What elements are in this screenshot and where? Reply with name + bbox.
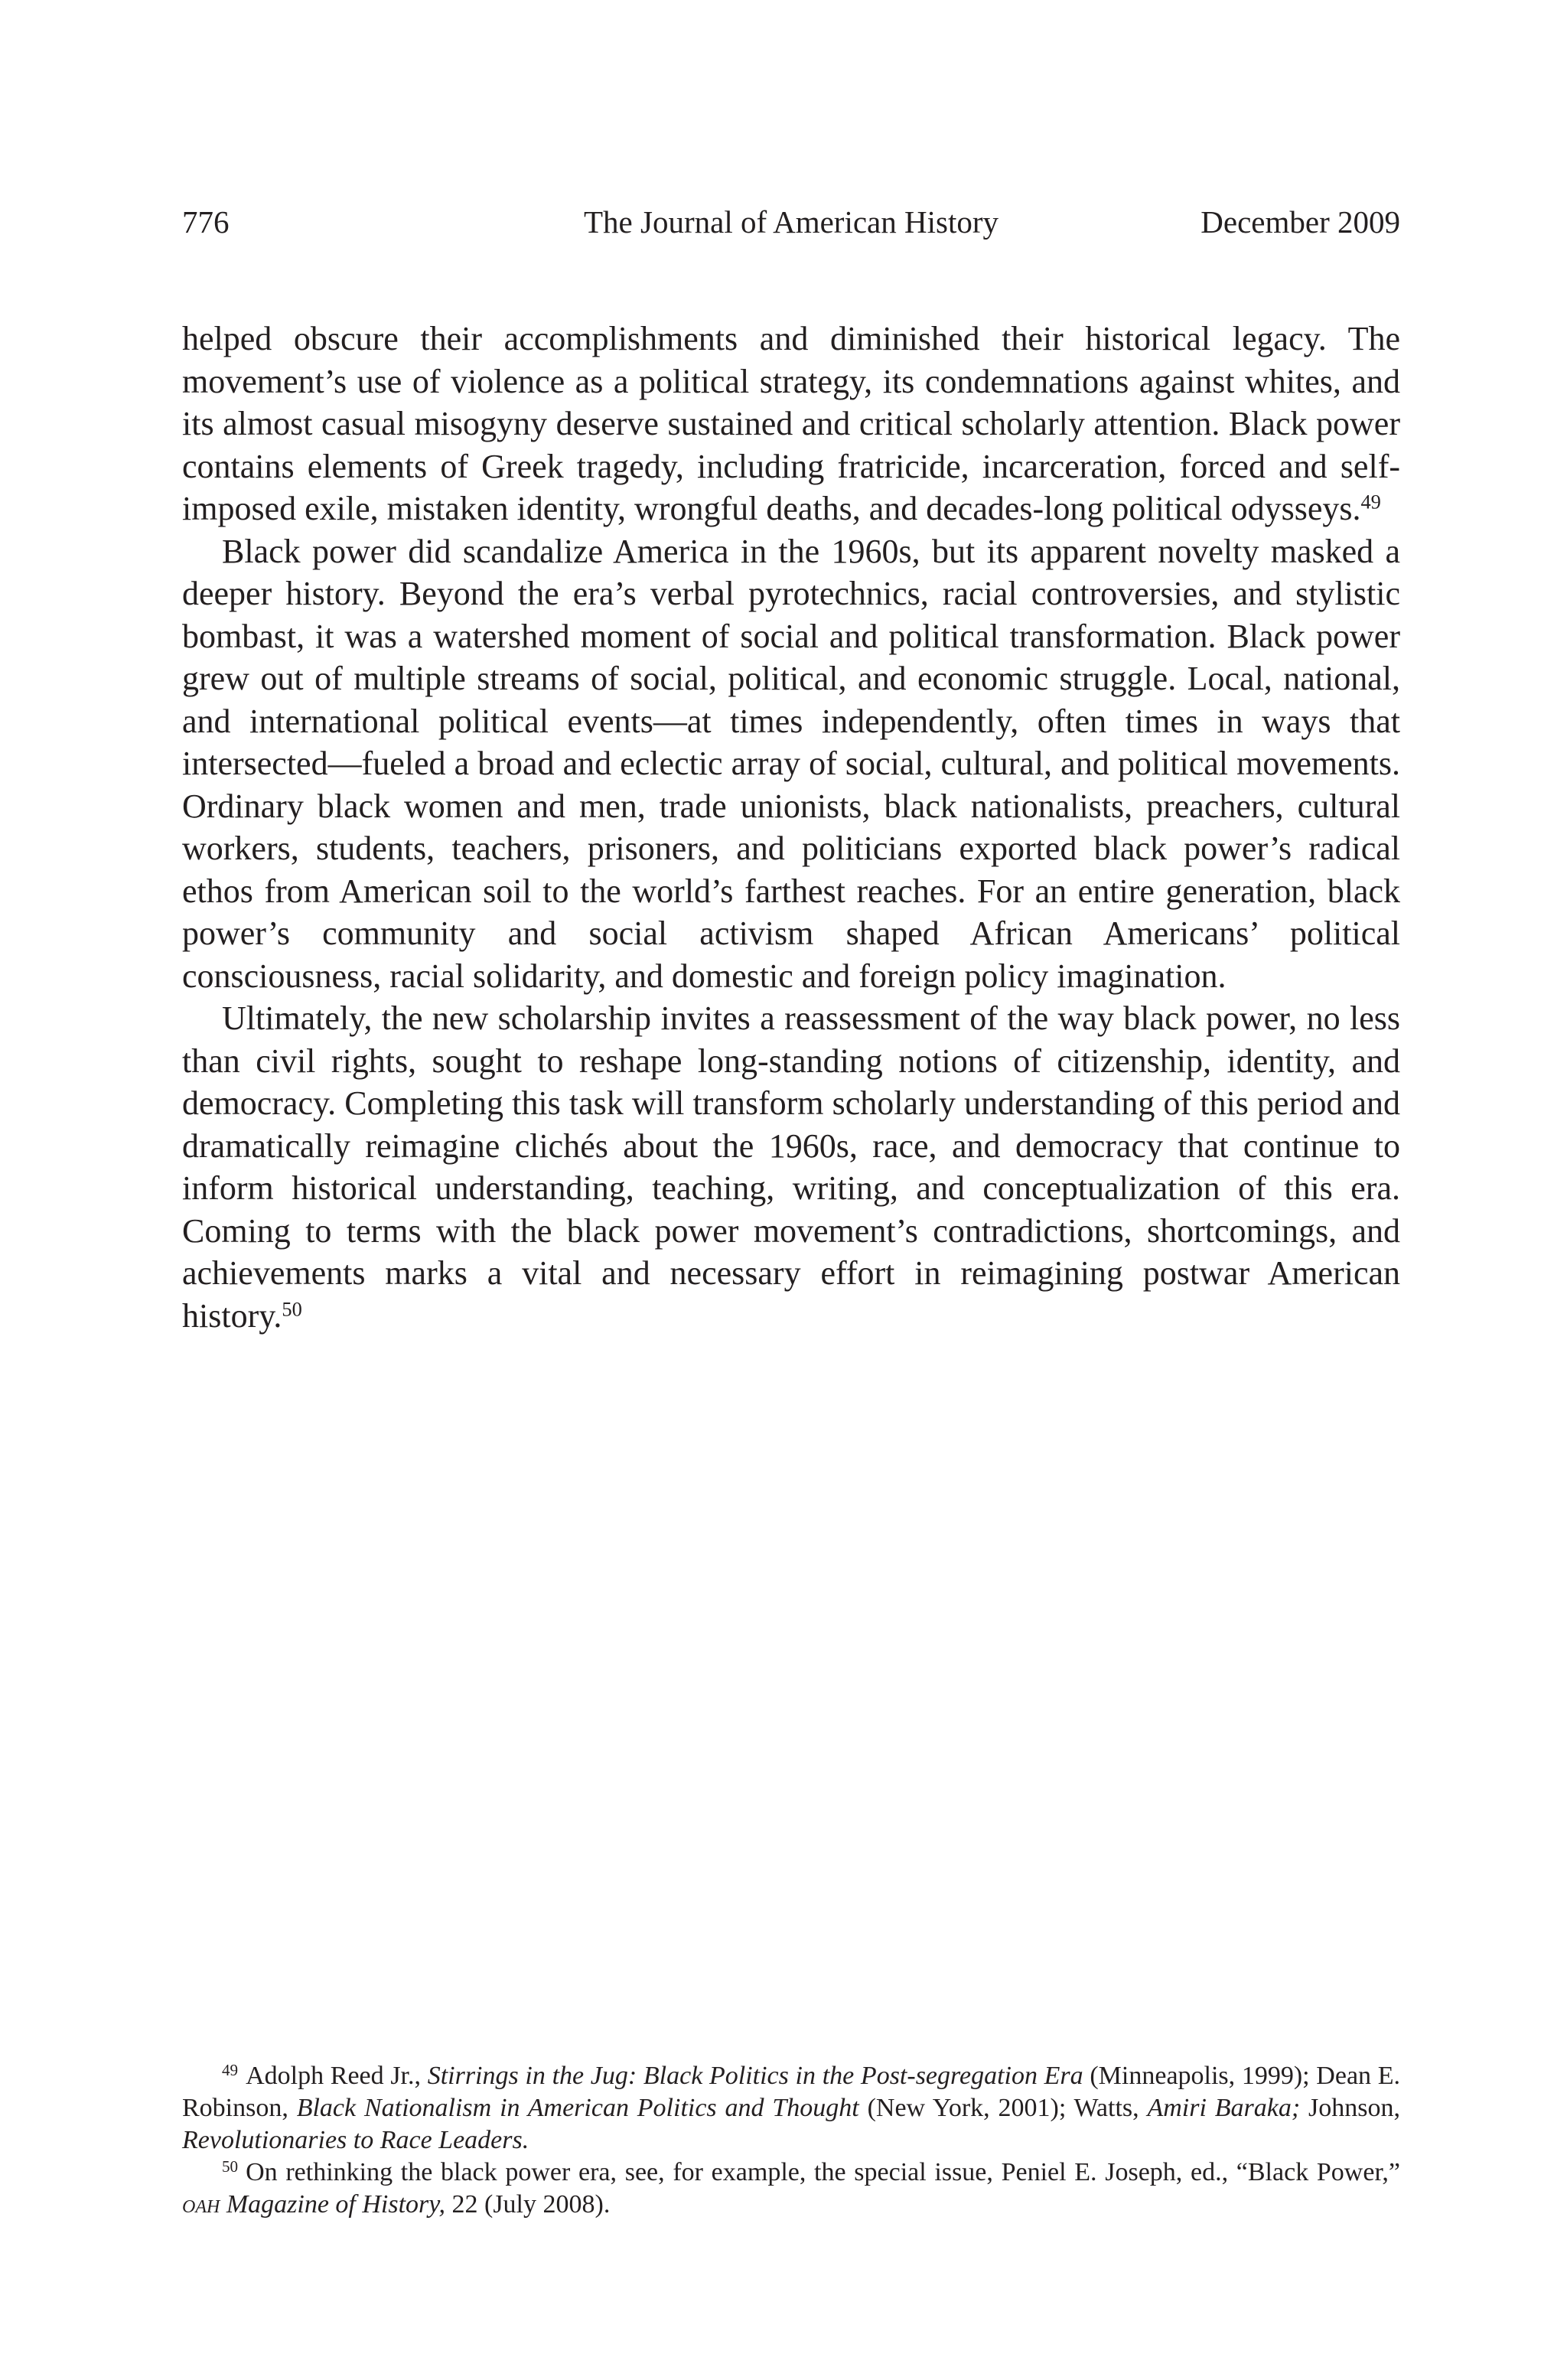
page-number: 776 xyxy=(182,204,230,240)
paragraph-text: Black power did scandalize America in the 1960s, but its apparent novelty masked a deeper history. Beyond the era’s verbal pyrotechnics, racial controversies, and stylistic bombast, it was a watershed moment of social and political transformation. Black power grew out of multiple streams of social, political, and economic struggle. Local, national, and international political events—at times independently, often times in ways that intersected—fueled a broad and eclectic array of social, cultural, and political movements. Ordinary black women and men, trade unionists, black nationalists, preachers, cultural workers, students, teachers, prisoners, and politicians exported black power’s radical ethos from American soil to the world’s farthest reaches. For an entire generation, black power’s community and social activism shaped African Americans’ political consciousness, racial solidarity, and domestic and foreign policy imagination. xyxy=(182,532,1400,995)
footnote-text: Johnson, xyxy=(1300,2094,1401,2122)
paragraph-text: Ultimately, the new scholarship invites a reassessment of the way black power, no less than civil rights, sought to reshape long-standing notions of citizenship, identity, and democracy. Completing this task will transform scholarly understanding of this period and dramatically reimagine clichés about the 1960s, race, and democracy that continue to inform historical understanding, teaching, writing, and conceptualization of this era. Coming to terms with the black power movement’s contradictions, shortcomings, and achievements marks a vital and necessary effort in reimagining postwar American history. xyxy=(182,999,1400,1335)
footnote-reference-49[interactable]: 49 xyxy=(1360,490,1381,513)
article-body xyxy=(182,318,1400,1337)
periodical-title: Magazine of History, xyxy=(220,2190,445,2219)
paragraph-text: helped obscure their accomplishments and diminished their historical legacy. The movement’s use of violence as a political strategy, its condemnations against whites, and its almost casual misogyny deserve sustained and critical scholarly attention. Black power contains elements of Greek tragedy, including fratricide, incarceration, forced and self-imposed exile, mistaken identity, wrongful deaths, and decades-long political odysseys. xyxy=(182,320,1400,527)
paragraph-continued xyxy=(182,318,1400,530)
footnote-marker: 49 xyxy=(222,2061,239,2080)
running-head xyxy=(182,199,1400,245)
footnote-text: Adolph Reed Jr., xyxy=(246,2062,428,2090)
book-title: Stirrings in the Jug: Black Politics in the Post-segregation Era xyxy=(427,2062,1083,2090)
book-title: Black Nationalism in American Politics and Thought xyxy=(296,2094,859,2122)
paragraph xyxy=(182,997,1400,1337)
book-title: Amiri Baraka; xyxy=(1147,2094,1301,2122)
organization-abbreviation: oah xyxy=(182,2190,220,2219)
footnote-text: 22 (July 2008). xyxy=(445,2190,611,2219)
paragraph xyxy=(182,530,1400,998)
footnote-text: (New York, 2001); Watts, xyxy=(858,2094,1148,2122)
footnote-reference-50[interactable]: 50 xyxy=(282,1296,302,1320)
book-title: Revolutionaries to Race Leaders. xyxy=(182,2126,529,2154)
footnote-50 xyxy=(182,2157,1400,2221)
footnotes xyxy=(182,2060,1400,2221)
footnote-marker: 50 xyxy=(222,2157,239,2176)
footnote-49 xyxy=(182,2060,1400,2157)
journal-title: The Journal of American History xyxy=(584,204,999,240)
footnote-text: On rethinking the black power era, see, for example, the special issue, Peniel E. Joseph, ed., “Black Power,” xyxy=(246,2158,1400,2186)
issue-date: December 2009 xyxy=(1200,204,1400,240)
footnote-text: (Minneapolis, 1999); Dean E. Robinson, xyxy=(182,2062,1400,2122)
